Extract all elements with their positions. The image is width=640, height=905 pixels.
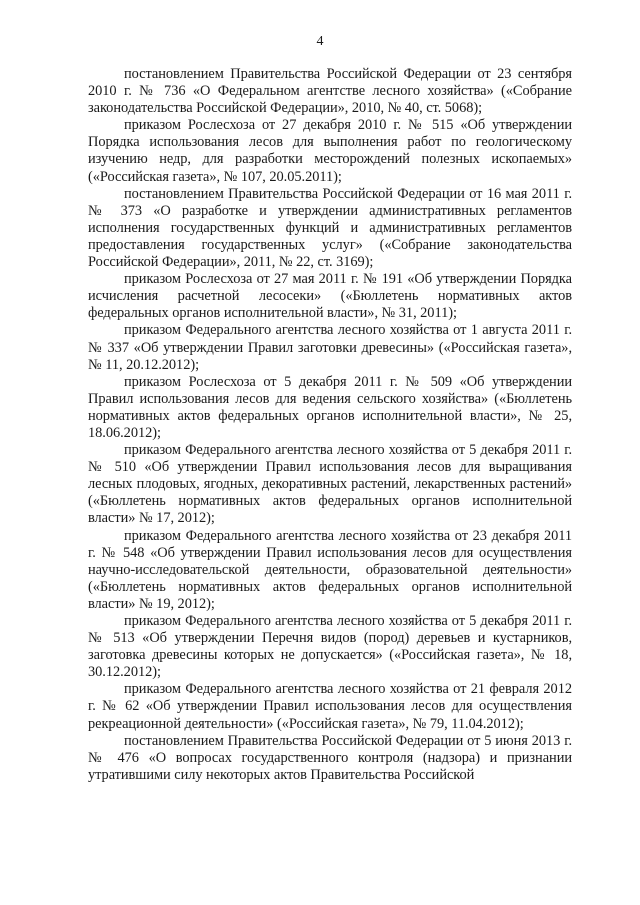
paragraph-decree-373: постановлением Правительства Российской Федерации от 16 мая 2011 г. № 373 «О разработке и утверждении административных регламентов исполнения государственных функций и административных регламентов предоставления государственных услуг» («Собрание законодательства Российской Федерации», 2011, № 22, ст. 3169); xyxy=(88,185,572,271)
paragraph-order-337: приказом Федерального агентства лесного хозяйства от 1 августа 2011 г. № 337 «Об утверждении Правил заготовки древесины» («Российская газета», № 11, 20.12.2012); xyxy=(88,322,572,373)
paragraph-order-191: приказом Рослесхоза от 27 мая 2011 г. № 191 «Об утверждении Порядка исчисления расчетной лесосеки» («Бюллетень нормативных актов федеральных органов исполнительной власти», № 31, 2011); xyxy=(88,271,572,322)
page-number: 4 xyxy=(316,34,324,49)
paragraph-decree-736: постановлением Правительства Российской Федерации от 23 сентября 2010 г. № 736 «О Федеральном агентстве лесного хозяйства» («Собрание законодательства Российской Федерации», 2010, № 40, ст. 5068); xyxy=(88,66,572,117)
paragraph-decree-476: постановлением Правительства Российской Федерации от 5 июня 2013 г. № 476 «О вопросах государственного контроля (надзора) и признании утратившими силу некоторых актов Правительства Российской xyxy=(88,732,572,783)
paragraph-order-548: приказом Федерального агентства лесного хозяйства от 23 декабря 2011 г. № 548 «Об утверждении Правил использования лесов для осуществления научно-исследовательской деятельности, образовательной деятельности» («Бюллетень нормативных актов федеральных органов исполнительной власти» № 19, 2012); xyxy=(88,527,572,612)
paragraph-order-513: приказом Федерального агентства лесного хозяйства от 5 декабря 2011 г. № 513 «Об утверждении Перечня видов (пород) деревьев и кустарников, заготовка древесины которых не допускается» («Российская газета», № 18, 30.12.2012); xyxy=(88,613,572,681)
paragraph-order-515: приказом Рослесхоза от 27 декабря 2010 г. № 515 «Об утверждении Порядка использования лесов для выполнения работ по геологическому изучению недр, для разработки месторождений полезных ископаемых» («Российская газета», № 107, 20.05.2011); xyxy=(88,117,572,185)
paragraph-order-510: приказом Федерального агентства лесного хозяйства от 5 декабря 2011 г. № 510 «Об утверждении Правил использования лесов для выращивания лесных плодовых, ягодных, декоративных растений, лекарственных растений» («Бюллетень нормативных актов федеральных органов исполнительной власти» № 17, 2012); xyxy=(88,442,572,527)
paragraph-order-509: приказом Рослесхоза от 5 декабря 2011 г. № 509 «Об утверждении Правил использования лесов для ведения сельского хозяйства» («Бюллетень нормативных актов федеральных органов исполнительной власти», № 25, 18.06.2012); xyxy=(88,373,572,441)
document-body xyxy=(88,66,572,784)
paragraph-order-62: приказом Федерального агентства лесного хозяйства от 21 февраля 2012 г. № 62 «Об утверждении Правил использования лесов для осуществления рекреационной деятельности» («Российская газета», № 79, 11.04.2012); xyxy=(88,681,572,732)
